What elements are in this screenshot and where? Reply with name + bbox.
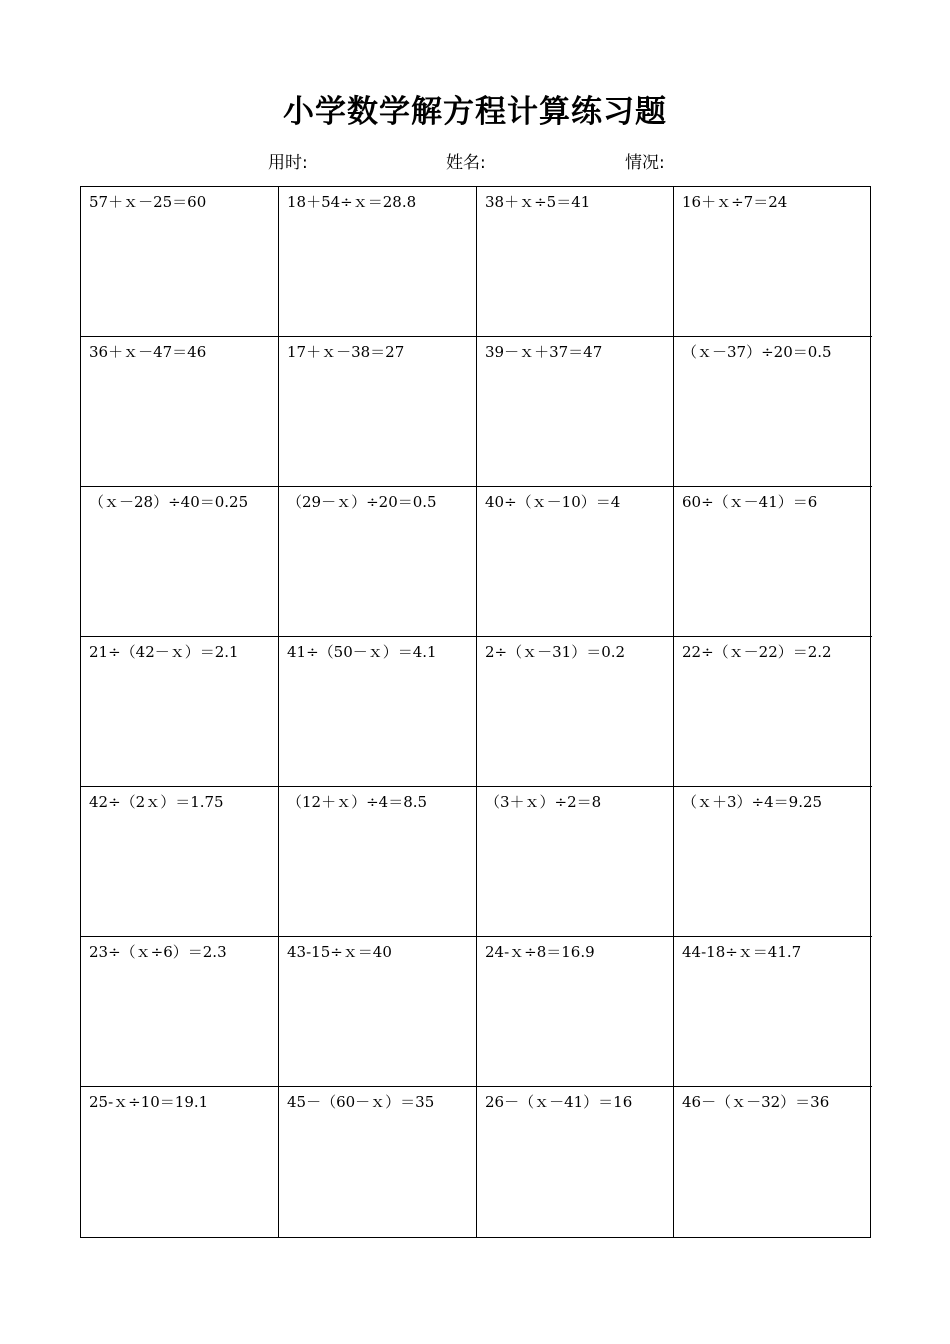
- problem-cell: （ｘ－37）÷20＝0.5: [674, 337, 872, 487]
- problem-cell: （3＋ｘ）÷2＝8: [477, 787, 674, 937]
- problem-cell: 23÷（ｘ÷6）＝2.3: [81, 937, 279, 1087]
- problem-cell: （29－ｘ）÷20＝0.5: [279, 487, 477, 637]
- problem-cell: 26－（ｘ－41）＝16: [477, 1087, 674, 1237]
- problem-cell: 17＋ｘ－38＝27: [279, 337, 477, 487]
- problem-cell: 39－ｘ＋37＝47: [477, 337, 674, 487]
- problem-cell: 46－（ｘ－32）＝36: [682, 1093, 830, 1111]
- problem-cell: 18＋54÷ｘ＝28.8: [279, 187, 477, 337]
- problem-cell: 57＋ｘ－25＝60: [81, 187, 279, 337]
- page-title: 小学数学解方程计算练习题: [283, 94, 667, 130]
- problem-cell: 24-ｘ÷8＝16.9: [477, 937, 674, 1087]
- problem-cell: 41÷（50－ｘ）＝4.1: [279, 637, 477, 787]
- problem-cell: 43-15÷ｘ＝40: [279, 937, 477, 1087]
- problem-cell: 42÷（2ｘ）＝1.75: [81, 787, 279, 937]
- problem-cell: 2÷（ｘ－31）＝0.2: [477, 637, 674, 787]
- problem-cell: 44-18÷ｘ＝41.7: [674, 937, 872, 1087]
- problem-cell: 45－（60－ｘ）＝35: [279, 1087, 477, 1237]
- problem-cell: 60÷（ｘ－41）＝6: [674, 487, 872, 637]
- problem-grid: [80, 186, 871, 1238]
- problem-cell: 40÷（ｘ－10）＝4: [477, 487, 674, 637]
- problem-cell: 22÷（ｘ－22）＝2.2: [674, 637, 872, 787]
- problem-cell: （ｘ－28）÷40＝0.25: [81, 487, 279, 637]
- problem-cell: 38＋ｘ÷5＝41: [477, 187, 674, 337]
- name-label: 姓名:: [446, 153, 486, 173]
- problem-cell: 36＋ｘ－47＝46: [81, 337, 279, 487]
- time-label: 用时:: [268, 153, 308, 173]
- problem-cell: 21÷（42－ｘ）＝2.1: [81, 637, 279, 787]
- problem-cell: 25-ｘ÷10＝19.1: [81, 1087, 279, 1237]
- problem-cell: （ｘ＋3）÷4＝9.25: [674, 787, 872, 937]
- status-label: 情况:: [625, 153, 665, 173]
- problem-cell: 16＋ｘ÷7＝24: [674, 187, 872, 337]
- problem-cell: （12＋ｘ）÷4＝8.5: [279, 787, 477, 937]
